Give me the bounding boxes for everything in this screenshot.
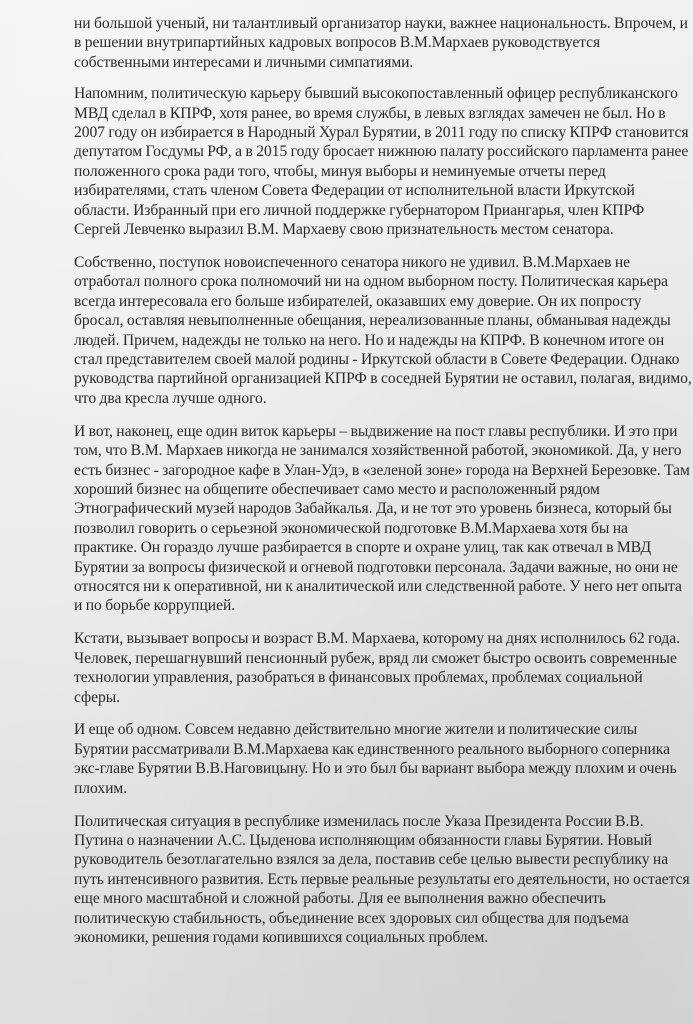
paragraph-6: И еще об одном. Совсем недавно действительно многие жители и политические силы Бурятии рассматривали В.М.Мархаева как единственного реального выборного соперника экс-главе Бурятии В.В.Наговицыну. Но и это был бы вариант выбора между плохим и очень плохим.	[74, 721, 677, 797]
paragraph-4: И вот, наконец, еще один виток карьеры – выдвижение на пост главы республики. И это при том, что В.М. Мархаев никогда не занимался хозяйственной работой, экономикой. Да, у него есть бизнес - загородное кафе в Улан-Удэ, в «зеленой зоне» города на Верхней Березовке. Там хороший бизнес на общепите обеспечивает само место и расположенный рядом Этнографический музей народов Забайкалья. Да, и не тот это уровень бизнеса, который бы позволил говорить о серьезной экономической подготовке В.М.Мархаева хотя бы на практике. Он гораздо лучше разбирается в спорте и охране улиц, так как отвечал в МВД Бурятии за вопросы физической и огневой подготовки персонала. Задачи важные, но они не относятся ни к оперативной, ни к аналитической или следственной работе. У него нет опыта и по борьбе коррупцией.	[74, 422, 690, 615]
paragraph-7: Политическая ситуация в республике изменилась после Указа Президента России В.В. Путина о назначении А.С. Цыденова исполняющим обязанности главы Бурятии. Новый руководитель безотлагательно взялся за дела, поставив себе целью вывести республику на путь интенсивного развития. Есть первые реальные результаты его деятельности, но остается еще много масштабной и сложной работы. Для ее выполнения важно обеспечить политическую стабильность, объединение всех здоровых сил общества для подъема экономики, решения годами копившихся социальных проблем.	[74, 812, 690, 946]
paragraph-5: Кстати, вызывает вопросы и возраст В.М. Мархаева, которому на днях исполнилось 62 года. Человек, перешагнувший пенсионный рубеж, вряд ли сможет быстро освоить современные технологии управления, разобраться в финансовых проблемах, проблемах социальной сферы.	[74, 630, 680, 706]
paragraph-1: ни большой ученый, ни талантливый организатор науки, важнее национальность. Впрочем, и в решении внутрипартийных кадровых вопросов В.М.Мархаев руководствуется собственными интересами и личными симпатиями.	[74, 15, 688, 71]
paragraph-2: Напомним, политическую карьеру бывший высокопоставленный офицер республиканского МВД сделал в КПРФ, хотя ранее, во время службы, в левых взглядах замечен не был. Но в 2007 году он избирается в Народный Хурал Бурятии, в 2011 году по списку КПРФ становится депутатом Госдумы РФ, а в 2015 году бросает нижнюю палату российского парламента ранее положенного срока ради того, чтобы, минуя выборы и неминуемые отчеты перед избирателями, стать членом Совета Федерации от исполнительной власти Иркутской области. Избранный при его личной поддержке губернатором Приангарья, член КПРФ Сергей Левченко выразил В.М. Мархаеву свою признательность местом сенатора.	[74, 85, 689, 239]
document-body	[74, 14, 692, 961]
paragraph-3: Собственно, поступок новоиспеченного сенатора никого не удивил. В.М.Мархаев не отработал полного срока полномочий ни на одном выборном посту. Политическая карьера всегда интересовала его больше избирателей, оказавших ему доверие. Он их попросту бросал, оставляя невыполненные обещания, нереализованные планы, обманывая надежды людей. Причем, надежды не только на него. Но и надежды на КПРФ. В конечном итоге он стал представителем своей малой родины - Иркутской области в Совете Федерации. Однако руководства партийной организацией КПРФ в соседней Бурятии не оставил, полагая, видимо, что два кресла лучше одного.	[74, 253, 692, 407]
